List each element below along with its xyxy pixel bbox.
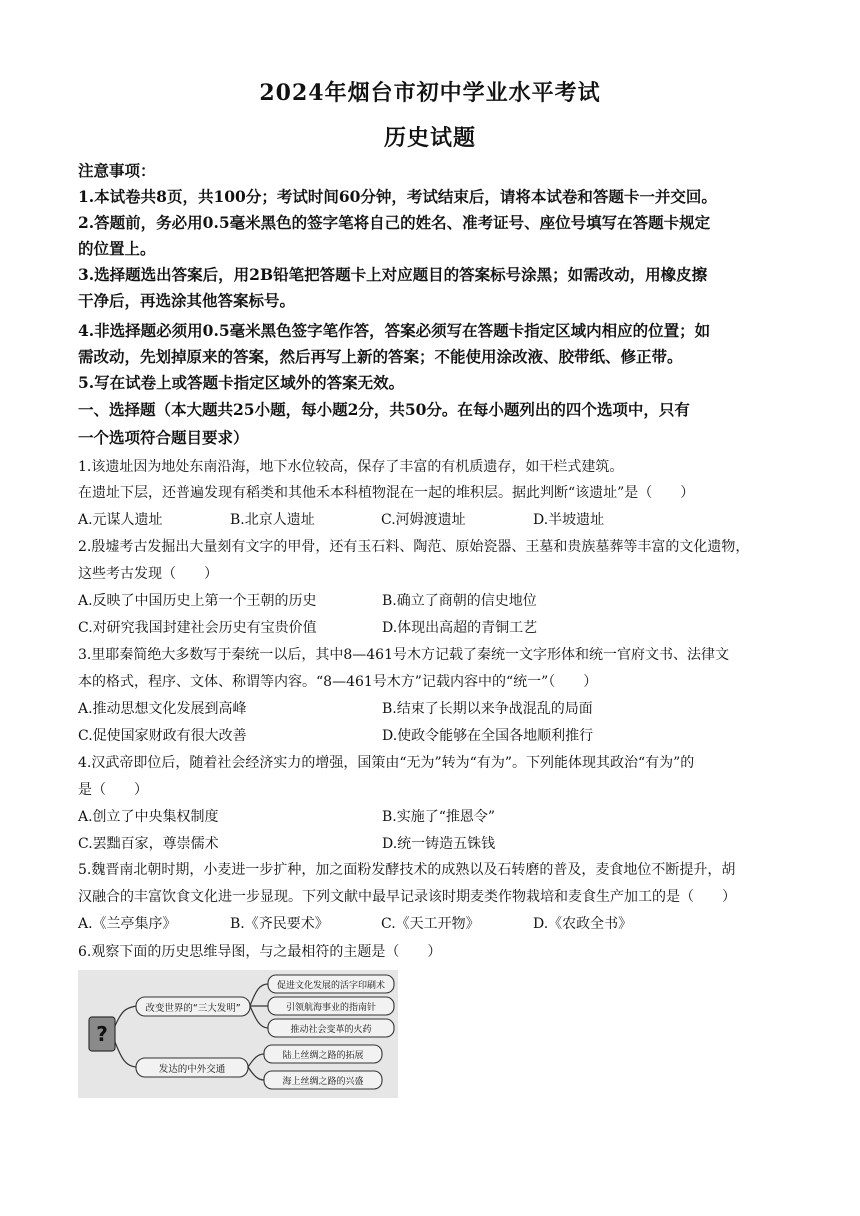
question-2-stem: 2.殷墟考古发掘出大量刻有文字的甲骨，还有玉石料、陶范、原始瓷器、王墓和贵族墓葬等丰富的文化遗物， [78,539,750,555]
section-heading: 一个选项符合题目要求） [78,428,249,447]
q3-option-a: A.推动思想文化发展到高峰 [78,701,247,717]
question-1-stem: 在遗址下层，还普遍发现有稻类和其他禾本科植物混在一起的堆积层。据此判断“该遗址”是（ ） [78,485,695,501]
notice-line: 1.本试卷共8页，共100分；考试时间60分钟，考试结束后，请将本试卷和答题卡一并交回。 [78,187,717,206]
q5-option-a: A.《兰亭集序》 [78,916,177,932]
mind-map-leaf-label: 推动社会变革的火药 [290,1025,372,1035]
mind-map-svg [78,970,398,1098]
q4-option-d: D.统一铸造五铢钱 [382,836,496,852]
q2-option-c: C.对研究我国封建社会历史有宝贵价值 [78,620,317,636]
question-6-stem: 6.观察下面的历史思维导图，与之最相符的主题是（ ） [78,944,442,960]
question-1-stem: 1.该遗址因为地处东南沿海，地下水位较高，保存了丰富的有机质遗存，如干栏式建筑。 [78,459,624,475]
q3-option-c: C.促使国家财政有很大改善 [78,728,247,744]
exam-subtitle: 历史试题 [383,125,476,151]
notice-line: 2.答题前，务必用0.5毫米黑色的签字笔将自己的姓名、准考证号、座位号填写在答题卡规定 [78,213,711,232]
mind-map-center-label: ? [96,1022,108,1046]
mind-map-leaf-label: 海上丝绸之路的兴盛 [282,1077,364,1087]
question-3-stem: 本的格式，程序、文体、称谓等内容。“8—461号木方”记载内容中的“统一”（ ） [78,674,598,690]
notice-heading: 注意事项： [78,161,156,180]
section-heading: 一、选择题（本大题共25小题，每小题2分，共50分。在每小题列出的四个选项中，只有 [78,400,690,419]
q4-option-c: C.罢黜百家，尊崇儒术 [78,836,219,852]
q5-option-b: B.《齐民要术》 [230,916,329,932]
q4-option-a: A.创立了中央集权制度 [78,809,219,825]
q1-option-b: B.北京人遗址 [230,512,315,528]
notice-line: 3.选择题选出答案后，用2B铅笔把答题卡上对应题目的答案标号涂黑；如需改动，用橡皮擦 [78,265,708,284]
mind-map-figure [78,970,398,1098]
q2-option-a: A.反映了中国历史上第一个王朝的历史 [78,593,317,609]
question-2-stem: 这些考古发现（ ） [78,566,218,582]
q5-option-d: D.《农政全书》 [533,916,633,932]
question-4-stem: 4.汉武帝即位后，随着社会经济实力的增强，国策由“无为”转为“有为”。下列能体现其政治“有为”的 [78,755,695,771]
notice-line: 5.写在试卷上或答题卡指定区域外的答案无效。 [78,373,405,392]
notice-line: 干净后，再选涂其他答案标号。 [78,291,296,310]
question-5-stem: 5.魏晋南北朝时期，小麦进一步扩种，加之面粉发酵技术的成熟以及石转磨的普及，麦食地位不断提升，胡 [78,862,736,878]
notice-line: 需改动，先划掉原来的答案，然后再写上新的答案；不能使用涂改液、胶带纸、修正带。 [78,347,683,366]
question-3-stem: 3.里耶秦简绝大多数写于秦统一以后，其中8—461号木方记载了秦统一文字形体和统一官府文书、法律文 [78,647,729,663]
q1-option-c: C.河姆渡遗址 [381,512,466,528]
q5-option-c: C.《天工开物》 [381,916,480,932]
notice-line: 4.非选择题必须用0.5毫米黑色签字笔作答，答案必须写在答题卡指定区域内相应的位置；如 [78,321,711,340]
exam-title: 2024年烟台市初中学业水平考试 [259,80,601,106]
q2-option-d: D.体现出高超的青铜工艺 [382,620,538,636]
mind-map-branch-label: 改变世界的“三大发明” [145,1003,241,1014]
q3-option-d: D.使政令能够在全国各地顺利推行 [382,728,594,744]
q1-option-a: A.元谋人遗址 [78,512,163,528]
q1-option-d: D.半坡遗址 [533,512,605,528]
question-4-stem: 是（ ） [78,782,148,798]
mind-map-leaf-label: 引领航海事业的指南针 [285,1003,377,1013]
q4-option-b: B.实施了“推恩令” [382,809,496,825]
notice-line: 的位置上。 [78,239,156,258]
q2-option-b: B.确立了商朝的信史地位 [382,593,537,609]
mind-map-leaf-label: 促进文化发展的活字印刷术 [276,981,386,991]
mind-map-leaf-label: 陆上丝绸之路的拓展 [282,1051,364,1061]
mind-map-branch-label: 发达的中外交通 [158,1064,226,1075]
q3-option-b: B.结束了长期以来争战混乱的局面 [382,701,593,717]
question-5-stem: 汉融合的丰富饮食文化进一步显现。下列文献中最早记录该时期麦类作物栽培和麦食生产加工的是（ ） [78,889,736,905]
